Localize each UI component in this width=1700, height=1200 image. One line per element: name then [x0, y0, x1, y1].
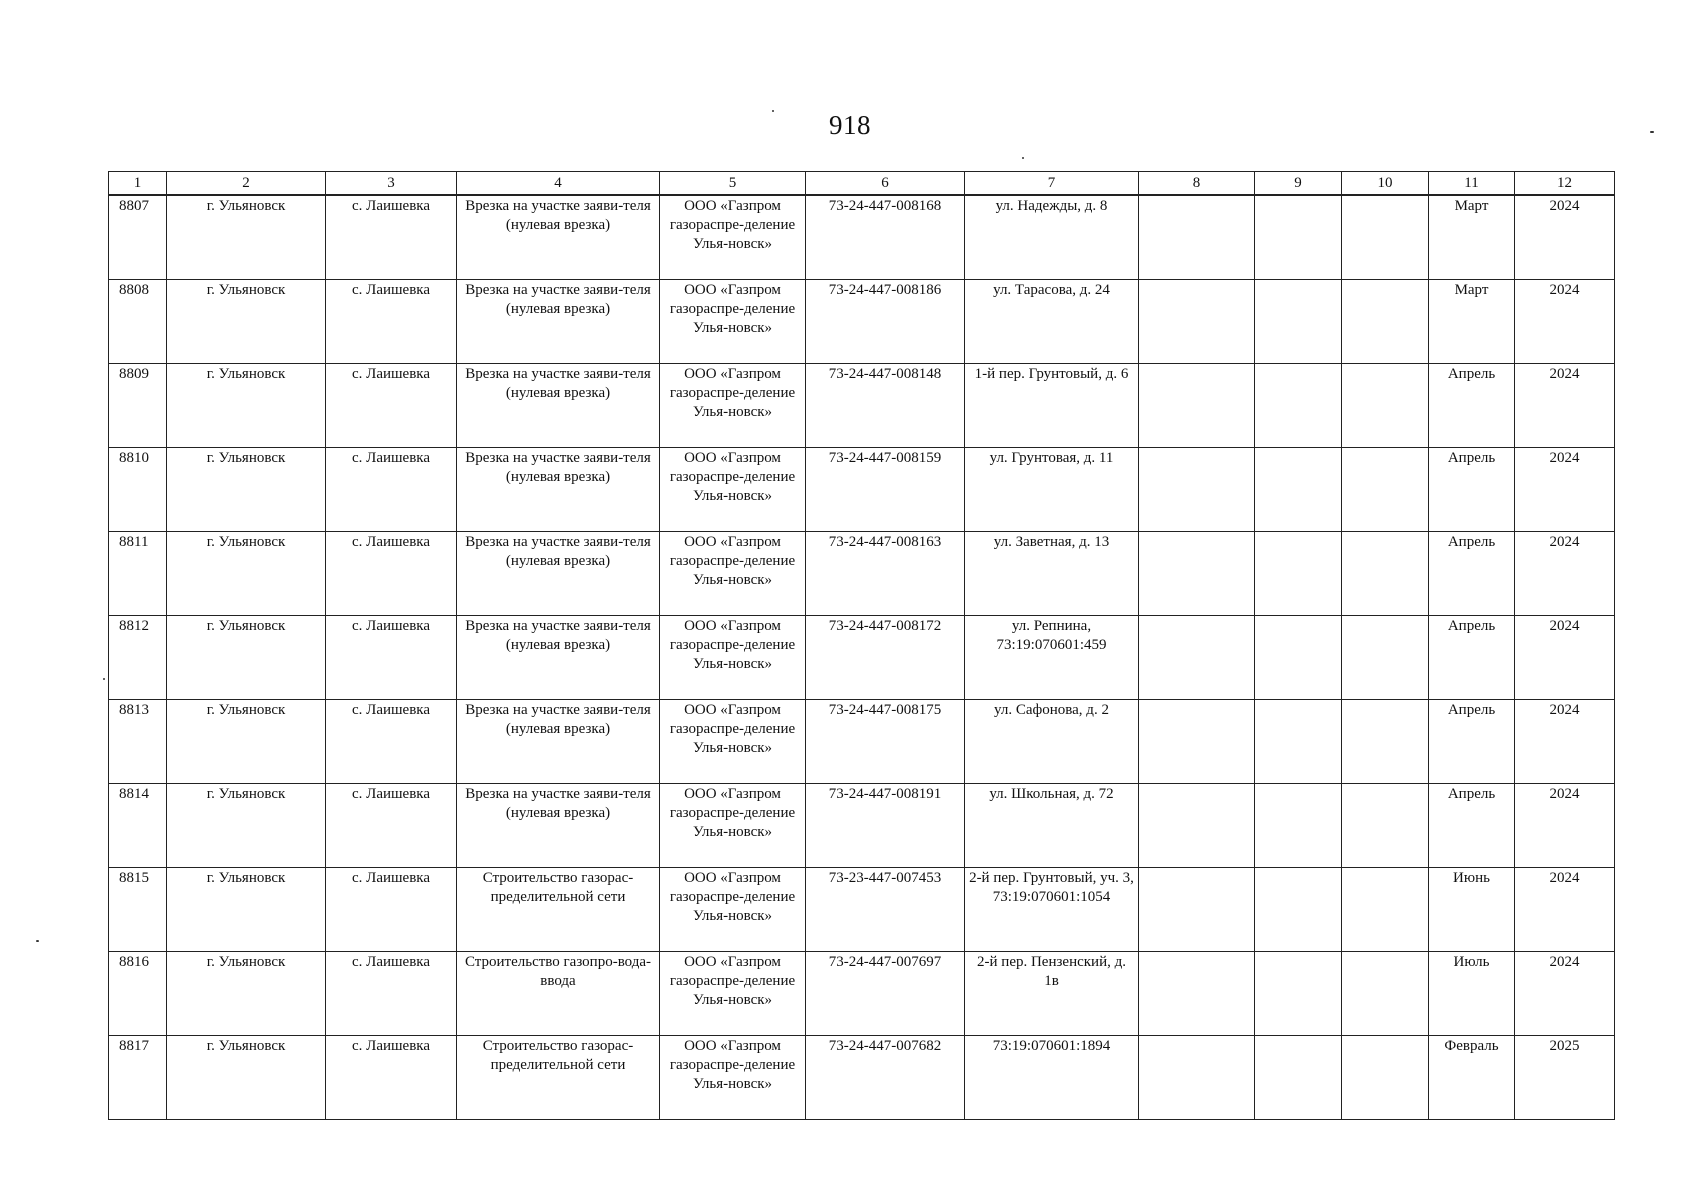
works-table	[108, 171, 1615, 1120]
row-number-cell: 8807	[109, 195, 167, 280]
organization-cell: ООО «Газпром газораспре-деление Улья-новск»	[660, 700, 806, 784]
work-type-cell: Врезка на участке заяви-теля (нулевая врезка)	[457, 364, 660, 448]
code-cell: 73-24-447-008172	[806, 616, 965, 700]
table-row	[109, 448, 1615, 532]
column-9-cell	[1255, 280, 1342, 364]
village-cell: с. Лаишевка	[326, 448, 457, 532]
column-header-5: 5	[660, 172, 806, 196]
column-9-cell	[1255, 532, 1342, 616]
column-9-cell	[1255, 952, 1342, 1036]
page-number: 918	[829, 110, 871, 140]
table-row	[109, 700, 1615, 784]
month-cell: Апрель	[1429, 616, 1515, 700]
village-cell: с. Лаишевка	[326, 952, 457, 1036]
address-cell: ул. Репнина, 73:19:070601:459	[965, 616, 1139, 700]
month-cell: Февраль	[1429, 1036, 1515, 1120]
row-number-cell: 8810	[109, 448, 167, 532]
column-header-3: 3	[326, 172, 457, 196]
city-cell: г. Ульяновск	[167, 616, 326, 700]
month-cell: Март	[1429, 195, 1515, 280]
column-8-cell	[1139, 448, 1255, 532]
table-row	[109, 1036, 1615, 1120]
row-number-cell: 8815	[109, 868, 167, 952]
table-row	[109, 532, 1615, 616]
column-header-6: 6	[806, 172, 965, 196]
city-cell: г. Ульяновск	[167, 532, 326, 616]
work-type-cell: Врезка на участке заяви-теля (нулевая врезка)	[457, 784, 660, 868]
city-cell: г. Ульяновск	[167, 364, 326, 448]
column-10-cell	[1342, 280, 1429, 364]
work-type-cell: Врезка на участке заяви-теля (нулевая врезка)	[457, 700, 660, 784]
table-row	[109, 280, 1615, 364]
month-cell: Апрель	[1429, 700, 1515, 784]
table-row	[109, 868, 1615, 952]
code-cell: 73-24-447-008175	[806, 700, 965, 784]
city-cell: г. Ульяновск	[167, 952, 326, 1036]
year-cell: 2024	[1515, 280, 1615, 364]
column-9-cell	[1255, 1036, 1342, 1120]
row-number-cell: 8813	[109, 700, 167, 784]
organization-cell: ООО «Газпром газораспре-деление Улья-новск»	[660, 195, 806, 280]
row-number-cell: 8816	[109, 952, 167, 1036]
column-8-cell	[1139, 616, 1255, 700]
work-type-cell: Врезка на участке заяви-теля (нулевая врезка)	[457, 448, 660, 532]
work-type-cell: Врезка на участке заяви-теля (нулевая врезка)	[457, 616, 660, 700]
city-cell: г. Ульяновск	[167, 700, 326, 784]
scan-speck	[36, 940, 39, 942]
column-10-cell	[1342, 448, 1429, 532]
year-cell: 2024	[1515, 532, 1615, 616]
village-cell: с. Лаишевка	[326, 616, 457, 700]
column-header-1: 1	[109, 172, 167, 196]
column-header-7: 7	[965, 172, 1139, 196]
scan-speck	[1022, 157, 1024, 159]
city-cell: г. Ульяновск	[167, 784, 326, 868]
column-8-cell	[1139, 1036, 1255, 1120]
column-10-cell	[1342, 532, 1429, 616]
row-number-cell: 8817	[109, 1036, 167, 1120]
organization-cell: ООО «Газпром газораспре-деление Улья-новск»	[660, 364, 806, 448]
village-cell: с. Лаишевка	[326, 868, 457, 952]
village-cell: с. Лаишевка	[326, 280, 457, 364]
code-cell: 73-24-447-007682	[806, 1036, 965, 1120]
work-type-cell: Строительство газопро-вода-ввода	[457, 952, 660, 1036]
column-10-cell	[1342, 784, 1429, 868]
column-9-cell	[1255, 616, 1342, 700]
table-row	[109, 364, 1615, 448]
column-10-cell	[1342, 868, 1429, 952]
column-header-12: 12	[1515, 172, 1615, 196]
column-9-cell	[1255, 364, 1342, 448]
address-cell: 1-й пер. Грунтовый, д. 6	[965, 364, 1139, 448]
month-cell: Апрель	[1429, 532, 1515, 616]
work-type-cell: Врезка на участке заяви-теля (нулевая врезка)	[457, 532, 660, 616]
address-cell: ул. Грунтовая, д. 11	[965, 448, 1139, 532]
column-header-8: 8	[1139, 172, 1255, 196]
organization-cell: ООО «Газпром газораспре-деление Улья-новск»	[660, 868, 806, 952]
work-type-cell: Строительство газорас-пределительной сети	[457, 868, 660, 952]
city-cell: г. Ульяновск	[167, 1036, 326, 1120]
column-10-cell	[1342, 616, 1429, 700]
address-cell: 2-й пер. Грунтовый, уч. 3, 73:19:070601:1054	[965, 868, 1139, 952]
code-cell: 73-24-447-008186	[806, 280, 965, 364]
column-header-10: 10	[1342, 172, 1429, 196]
city-cell: г. Ульяновск	[167, 195, 326, 280]
organization-cell: ООО «Газпром газораспре-деление Улья-новск»	[660, 532, 806, 616]
table-header-row	[109, 172, 1615, 196]
code-cell: 73-24-447-008159	[806, 448, 965, 532]
table-row	[109, 616, 1615, 700]
column-10-cell	[1342, 952, 1429, 1036]
code-cell: 73-24-447-008191	[806, 784, 965, 868]
row-number-cell: 8811	[109, 532, 167, 616]
year-cell: 2024	[1515, 700, 1615, 784]
column-header-11: 11	[1429, 172, 1515, 196]
village-cell: с. Лаишевка	[326, 784, 457, 868]
column-10-cell	[1342, 1036, 1429, 1120]
row-number-cell: 8812	[109, 616, 167, 700]
column-9-cell	[1255, 448, 1342, 532]
row-number-cell: 8814	[109, 784, 167, 868]
address-cell: 2-й пер. Пензенский, д. 1в	[965, 952, 1139, 1036]
column-8-cell	[1139, 280, 1255, 364]
organization-cell: ООО «Газпром газораспре-деление Улья-новск»	[660, 952, 806, 1036]
table-row	[109, 195, 1615, 280]
village-cell: с. Лаишевка	[326, 364, 457, 448]
code-cell: 73-24-447-008163	[806, 532, 965, 616]
year-cell: 2025	[1515, 1036, 1615, 1120]
city-cell: г. Ульяновск	[167, 868, 326, 952]
organization-cell: ООО «Газпром газораспре-деление Улья-новск»	[660, 784, 806, 868]
organization-cell: ООО «Газпром газораспре-деление Улья-новск»	[660, 280, 806, 364]
address-cell: ул. Школьная, д. 72	[965, 784, 1139, 868]
year-cell: 2024	[1515, 868, 1615, 952]
year-cell: 2024	[1515, 784, 1615, 868]
city-cell: г. Ульяновск	[167, 448, 326, 532]
code-cell: 73-23-447-007453	[806, 868, 965, 952]
month-cell: Апрель	[1429, 448, 1515, 532]
month-cell: Июнь	[1429, 868, 1515, 952]
work-type-cell: Врезка на участке заяви-теля (нулевая врезка)	[457, 195, 660, 280]
scan-speck	[772, 110, 774, 112]
month-cell: Июль	[1429, 952, 1515, 1036]
year-cell: 2024	[1515, 952, 1615, 1036]
address-cell: ул. Надежды, д. 8	[965, 195, 1139, 280]
organization-cell: ООО «Газпром газораспре-деление Улья-новск»	[660, 616, 806, 700]
village-cell: с. Лаишевка	[326, 532, 457, 616]
code-cell: 73-24-447-008148	[806, 364, 965, 448]
year-cell: 2024	[1515, 364, 1615, 448]
column-9-cell	[1255, 868, 1342, 952]
address-cell: 73:19:070601:1894	[965, 1036, 1139, 1120]
column-8-cell	[1139, 952, 1255, 1036]
organization-cell: ООО «Газпром газораспре-деление Улья-новск»	[660, 448, 806, 532]
scan-speck	[1650, 131, 1654, 133]
scan-speck	[103, 678, 105, 680]
column-8-cell	[1139, 532, 1255, 616]
year-cell: 2024	[1515, 616, 1615, 700]
column-8-cell	[1139, 784, 1255, 868]
table-body	[109, 195, 1615, 1120]
column-8-cell	[1139, 700, 1255, 784]
month-cell: Март	[1429, 280, 1515, 364]
address-cell: ул. Сафонова, д. 2	[965, 700, 1139, 784]
column-9-cell	[1255, 784, 1342, 868]
month-cell: Апрель	[1429, 364, 1515, 448]
column-10-cell	[1342, 364, 1429, 448]
village-cell: с. Лаишевка	[326, 700, 457, 784]
table-row	[109, 952, 1615, 1036]
work-type-cell: Врезка на участке заяви-теля (нулевая врезка)	[457, 280, 660, 364]
row-number-cell: 8808	[109, 280, 167, 364]
row-number-cell: 8809	[109, 364, 167, 448]
table-row	[109, 784, 1615, 868]
address-cell: ул. Заветная, д. 13	[965, 532, 1139, 616]
code-cell: 73-24-447-008168	[806, 195, 965, 280]
column-10-cell	[1342, 700, 1429, 784]
organization-cell: ООО «Газпром газораспре-деление Улья-новск»	[660, 1036, 806, 1120]
month-cell: Апрель	[1429, 784, 1515, 868]
village-cell: с. Лаишевка	[326, 1036, 457, 1120]
column-header-9: 9	[1255, 172, 1342, 196]
column-9-cell	[1255, 700, 1342, 784]
code-cell: 73-24-447-007697	[806, 952, 965, 1036]
address-cell: ул. Тарасова, д. 24	[965, 280, 1139, 364]
column-10-cell	[1342, 195, 1429, 280]
column-9-cell	[1255, 195, 1342, 280]
village-cell: с. Лаишевка	[326, 195, 457, 280]
work-type-cell: Строительство газорас-пределительной сети	[457, 1036, 660, 1120]
city-cell: г. Ульяновск	[167, 280, 326, 364]
column-8-cell	[1139, 364, 1255, 448]
column-8-cell	[1139, 868, 1255, 952]
column-8-cell	[1139, 195, 1255, 280]
column-header-4: 4	[457, 172, 660, 196]
column-header-2: 2	[167, 172, 326, 196]
year-cell: 2024	[1515, 195, 1615, 280]
year-cell: 2024	[1515, 448, 1615, 532]
